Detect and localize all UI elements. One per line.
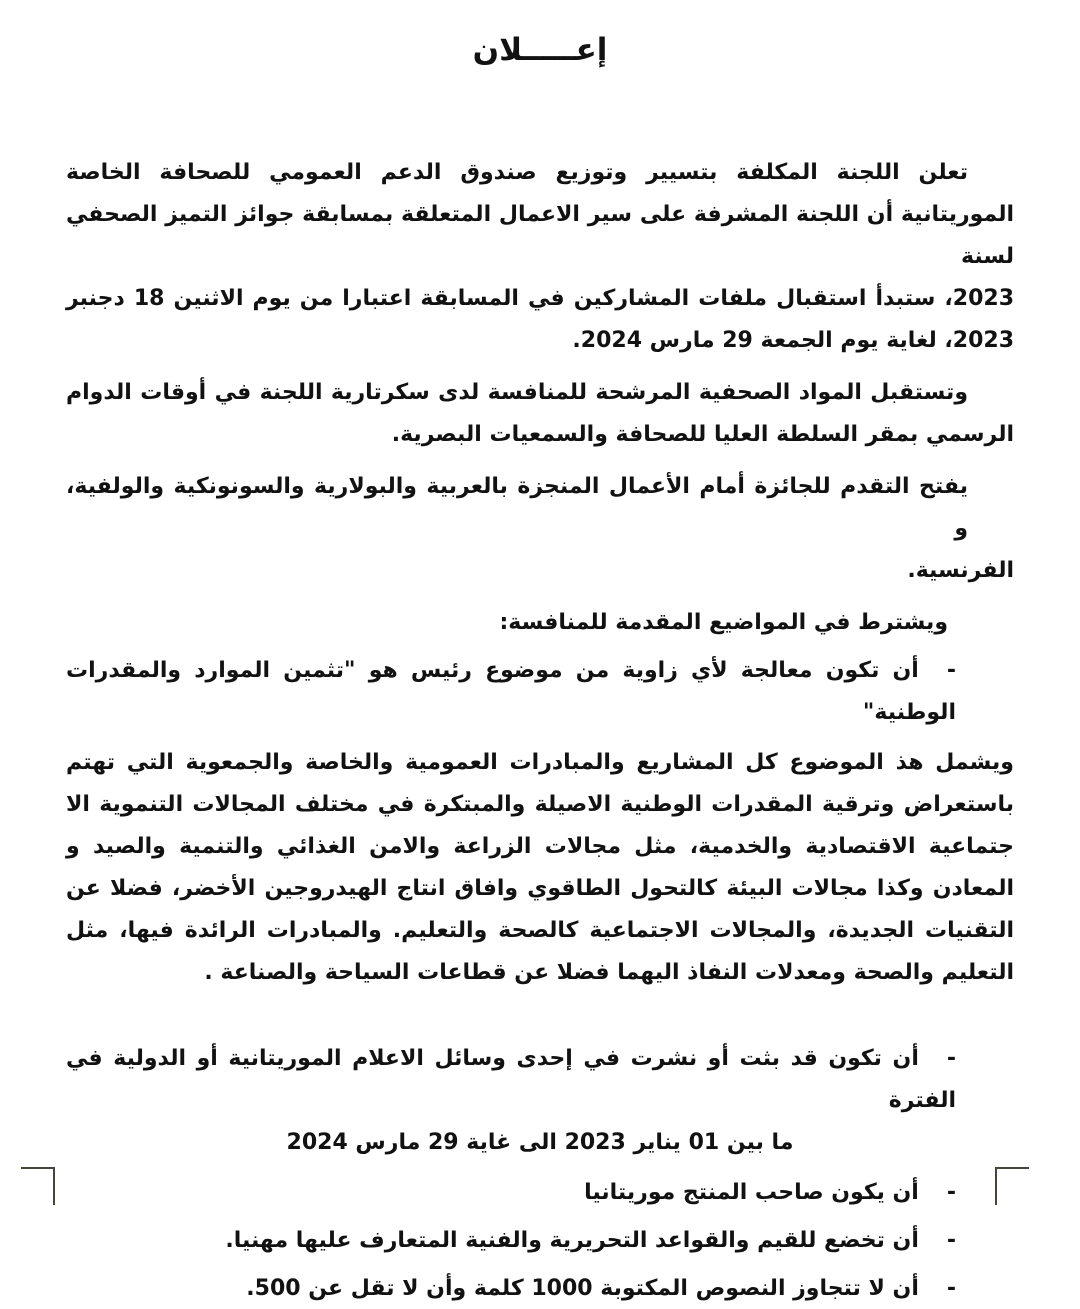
paragraph-submission-location: [66, 372, 1014, 456]
bullet-item: [66, 650, 1014, 734]
paragraph-line: التعليم والصحة ومعدلات النفاذ اليهما فضلا عن قطاعات السياحة والصناعة .: [204, 960, 1014, 985]
paragraph-line: 2023، ستبدأ استقبال ملفات المشاركين في المسابقة اعتبارا من يوم الاثنين 18 دجنبر: [66, 286, 1014, 311]
paragraph-line: الفرنسية.: [907, 558, 1014, 583]
paragraph-line: باستعراض وترقية المقدرات الوطنية الاصيلة والمبتكرة في مختلف المجالات التنموية الا: [66, 792, 1014, 817]
bullet-line: [66, 1038, 1014, 1122]
bullet-dash: -: [946, 1228, 956, 1253]
paragraph-line: وتستقبل المواد الصحفية المرشحة للمنافسة لدى سكرتارية اللجنة في أوقات الدوام: [66, 380, 968, 405]
paragraph-line: ويشترط في المواضيع المقدمة للمنافسة:: [499, 610, 948, 635]
bullet-line: ما بين 01 يناير 2023 الى غاية 29 مارس 2024: [286, 1130, 794, 1155]
bullet-text: أن لا تتجاوز النصوص المكتوبة 1000 كلمة وأن لا تقل عن 500.: [246, 1276, 919, 1301]
bullet-text: أن يكون صاحب المنتج موريتانيا: [584, 1180, 919, 1205]
bullet-item: [66, 1038, 1014, 1164]
paragraph-line: 2023، لغاية يوم الجمعة 29 مارس 2024.: [572, 328, 1014, 353]
paragraph-line: التقنيات الجديدة، والمجالات الاجتماعية كالصحة والتعليم. والمبادرات الرائدة فيها، مثل: [66, 918, 1014, 943]
bullet-item: [66, 1172, 1014, 1214]
paragraph-line: جتماعية الاقتصادية والخدمية، مثل مجالات الزراعة والامن الغذائي والتنمية والصيد و: [66, 834, 1014, 859]
document-content: [0, 28, 1080, 1309]
paragraph-line: الرسمي بمقر السلطة العليا للصحافة والسمعيات البصرية.: [391, 422, 1014, 447]
bullet-dash: -: [946, 658, 956, 683]
paragraph-line: يفتح التقدم للجائزة أمام الأعمال المنجزة بالعربية والبولارية والسونونكية والولفية، و: [66, 474, 968, 541]
bullet-dash: -: [946, 1276, 956, 1301]
paragraph-line: ويشمل هذ الموضوع كل المشاريع والمبادرات العمومية والخاصة والجمعوية التي تهتم: [66, 750, 1014, 775]
bullet-dash: -: [946, 1046, 956, 1071]
bullet-item: [66, 1220, 1014, 1262]
crop-mark-bottom-right: [995, 1167, 1029, 1205]
bullet-text: أن تكون قد بثت أو نشرت في إحدى وسائل الاعلام الموريتانية أو الدولية في الفترة: [66, 1046, 956, 1113]
bullet-text: أن تخضع للقيم والقواعد التحريرية والفنية المتعارف عليها مهنيا.: [225, 1228, 919, 1253]
paragraph-line: الموريتانية أن اللجنة المشرفة على سير الاعمال المتعلقة بمسابقة جوائز التميز الصحفي لسنة: [66, 202, 1014, 269]
bullet-dash: -: [946, 1180, 956, 1205]
bullet-text: أن تكون معالجة لأي زاوية من موضوع رئيس هو "تثمين الموارد والمقدرات الوطنية": [66, 658, 956, 725]
paragraph-line: تعلن اللجنة المكلفة بتسيير وتوزيع صندوق الدعم العمومي للصحافة الخاصة: [66, 160, 968, 185]
paragraph-conditions-intro: [66, 602, 1014, 644]
paragraph-announcement: [66, 152, 1014, 362]
paragraph-line: المعادن وكذا مجالات البيئة كالتحول الطاقوي وافاق انتاج الهيدروجين الأخضر، فضلا عن: [66, 876, 1014, 901]
document-title: إعـــــلان: [472, 32, 608, 68]
crop-mark-bottom-left: [21, 1167, 55, 1205]
paragraph-languages: [66, 466, 1014, 592]
bullet-item: [66, 1268, 1014, 1309]
paragraph-theme-scope: [66, 742, 1014, 994]
